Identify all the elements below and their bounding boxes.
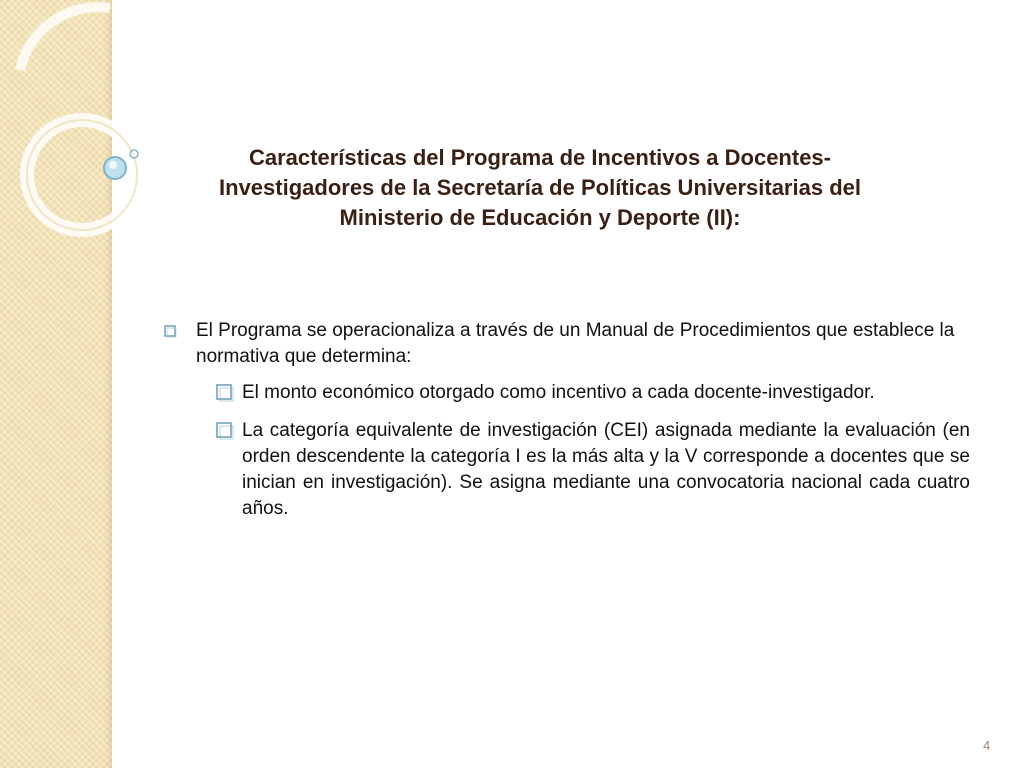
decorative-circles-icon <box>0 0 160 260</box>
checkbox-bullet-icon <box>216 422 234 440</box>
sub-bullet-item <box>216 380 970 406</box>
bullet-text: El Programa se operacionaliza a través de un Manual de Procedimientos que establece la normativa que determina: <box>196 320 955 367</box>
slide-title <box>150 143 930 233</box>
title-line: Ministerio de Educación y Deporte (II): <box>339 205 741 230</box>
square-bullet-icon <box>164 325 177 338</box>
sub-bullet-text: La categoría equivalente de investigación (CEI) asignada mediante la evaluación (en orden descendente la categoría I es la más alta y la V corresponde a docentes que se inician en investigación). Se asigna mediante una convocatoria nacional cada cuatro años. <box>242 420 970 519</box>
title-line: Características del Programa de Incentivos a Docentes- <box>248 145 831 170</box>
slide-body <box>160 318 970 522</box>
sub-bullet-item <box>216 418 970 522</box>
page-number: 4 <box>983 738 991 753</box>
bullet-item <box>160 318 970 370</box>
sub-bullet-text: El monto económico otorgado como incentivo a cada docente-investigador. <box>242 382 875 403</box>
title-line: Investigadores de la Secretaría de Políticas Universitarias del <box>219 175 861 200</box>
checkbox-bullet-icon <box>216 384 234 402</box>
